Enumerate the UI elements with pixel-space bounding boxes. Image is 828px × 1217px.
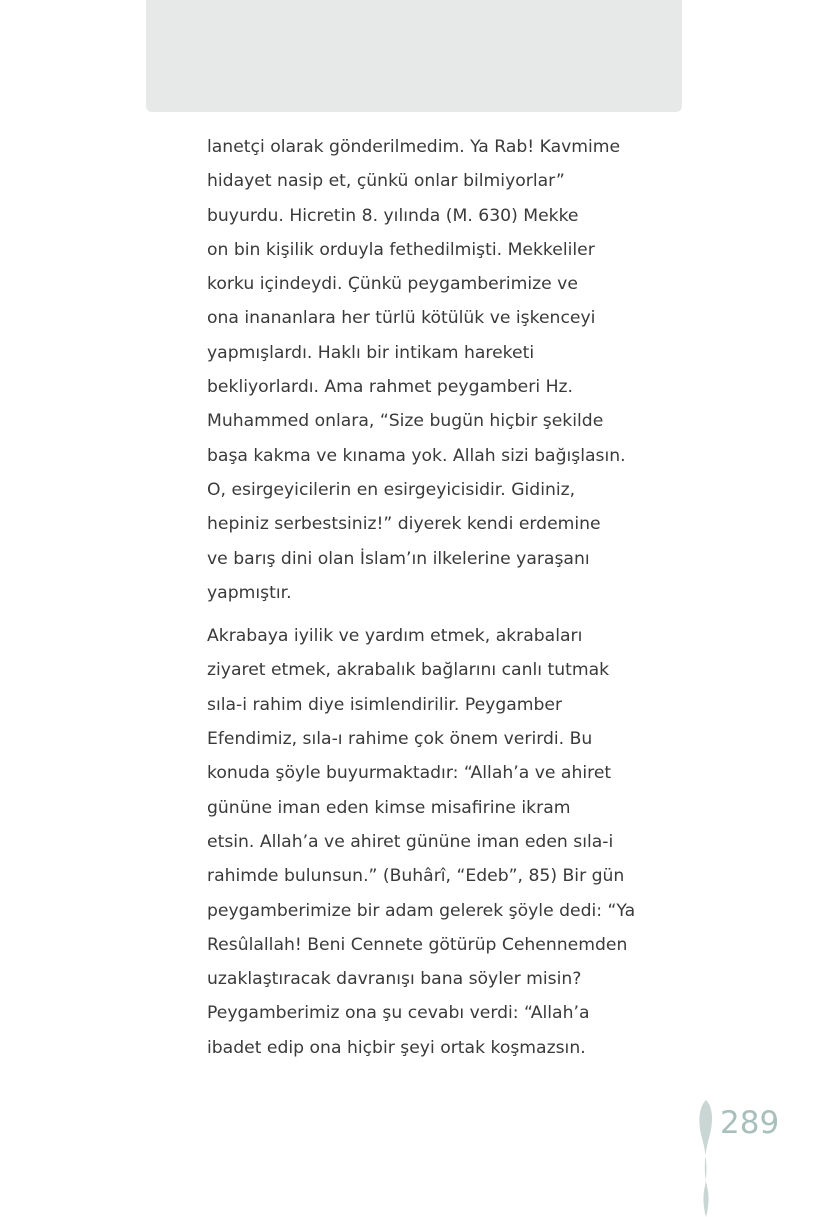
text-line: ibadet edip ona hiçbir şeyi ortak koşmazsın. <box>207 1037 586 1058</box>
page-ornament-icon <box>694 1100 718 1217</box>
paragraph-2 <box>207 619 637 1065</box>
text-line: uzaklaştıracak davranışı bana söyler misin? <box>207 969 582 990</box>
text-line: ona inananlara her türlü kötülük ve işkenceyi <box>207 308 596 329</box>
text-line: hidayet nasip et, çünkü onlar bilmiyorlar” <box>207 171 565 192</box>
text-line: korku içindeydi. Çünkü peygamberimize ve <box>207 274 578 295</box>
text-line: etsin. Allah’a ve ahiret gününe iman eden sıla-i <box>207 831 614 852</box>
text-line: on bin kişilik orduyla fethedilmişti. Mekkeliler <box>207 239 595 260</box>
text-line: sıla-i rahim diye isimlendirilir. Peygamber <box>207 694 563 715</box>
text-line: Resûlallah! Beni Cennete götürüp Cehennemden <box>207 934 628 955</box>
text-line: konuda şöyle buyurmaktadır: “Allah’a ve ahiret <box>207 763 612 784</box>
text-line: ve barış dini olan İslam’ın ilkelerine yaraşanı <box>207 548 590 569</box>
text-line: yapmışlardı. Haklı bir intikam hareketi <box>207 342 535 363</box>
text-line: hepiniz serbestsiniz!” diyerek kendi erdemine <box>207 514 601 535</box>
text-line: yapmıştır. <box>207 582 292 603</box>
page-number: 289 <box>720 1105 780 1141</box>
text-line: ziyaret etmek, akrabalık bağlarını canlı tutmak <box>207 660 610 681</box>
text-line: peygamberimize bir adam gelerek şöyle dedi: “Ya <box>207 900 636 921</box>
text-line: Akrabaya iyilik ve yardım etmek, akrabaları <box>207 626 583 647</box>
text-line: O, esirgeyicilerin en esirgeyicisidir. Gidiniz, <box>207 479 576 500</box>
body-text <box>207 130 637 1065</box>
text-line: lanetçi olarak gönderilmedim. Ya Rab! Kavmime <box>207 137 621 157</box>
header-placeholder-box <box>146 0 682 112</box>
text-line: rahimde bulunsun.” (Buhârî, “Edeb”, 85) Bir gün <box>207 866 625 887</box>
text-line: Muhammed onlara, “Size bugün hiçbir şekilde <box>207 411 604 432</box>
paragraph-1 <box>207 130 637 610</box>
text-line: başa kakma ve kınama yok. Allah sizi bağışlasın. <box>207 445 626 466</box>
text-line: gününe iman eden kimse misafirine ikram <box>207 797 571 818</box>
text-line: bekliyorlardı. Ama rahmet peygamberi Hz. <box>207 377 573 398</box>
text-line: buyurdu. Hicretin 8. yılında (M. 630) Mekke <box>207 205 579 226</box>
text-line: Peygamberimiz ona şu cevabı verdi: “Allah’a <box>207 1003 590 1024</box>
text-line: Efendimiz, sıla-ı rahime çok önem verirdi. Bu <box>207 729 593 750</box>
